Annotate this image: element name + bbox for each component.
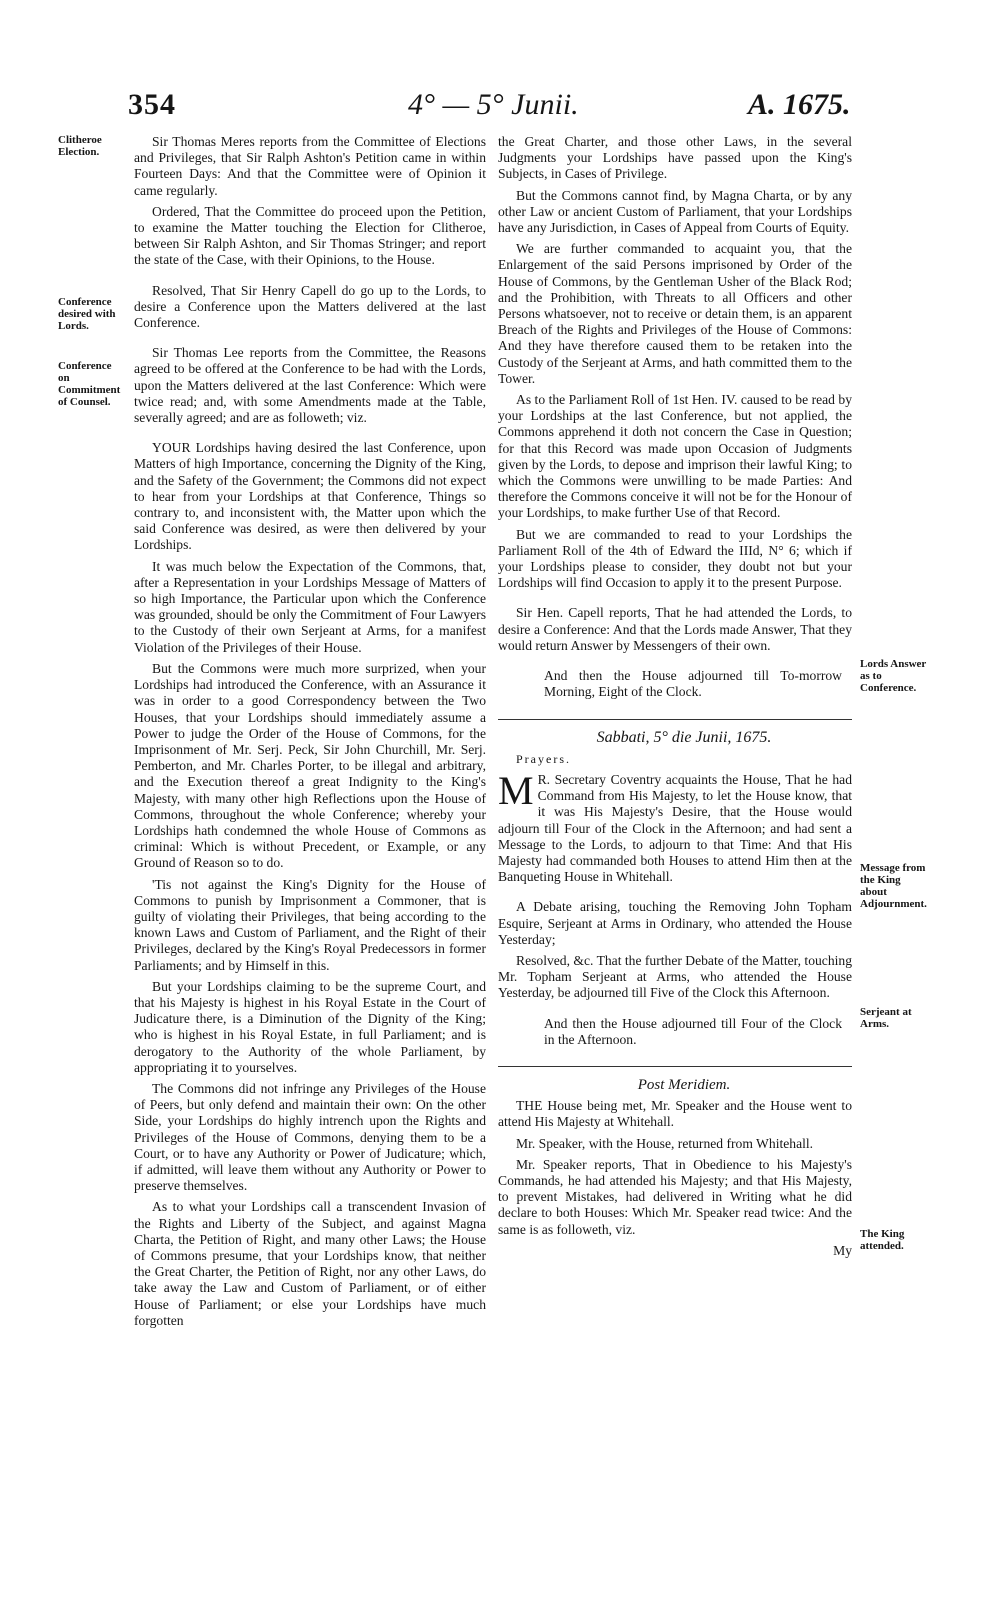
paragraph: Ordered, That the Committee do proceed upon the Petition, to examine the Matter touching the Election for Clitheroe, between Sir Ralph Ashton, and Sir Thomas Stringer; and report the state of the Case, with their Opinions, to the House. — [134, 203, 486, 268]
paragraph: As to the Parliament Roll of 1st Hen. IV. caused to be read by your Lordships at the last Conference, but not applied, the Commons apprehend it doth not concern the Case in Question; for that this Record was made upon Occasion of Judgments given by the Lords, to depose and imprison their lawful King; to which the Commons were unwilling to be made Parties: And therefore the Commons conceive it will not be for the Honour of your Lordships, to make further Use of that Record. — [498, 392, 852, 521]
paragraph: The Commons did not infringe any Privileges of the House of Peers, but only defend and maintain their own: On the other Side, your Lordships do highly intrench upon the Rights and Privileges of the House of Commons, denying them to be a Court, or to have any Authority or Power of Judicature; which, if admitted, will leave them without any Authority or Power to preserve themselves. — [134, 1080, 486, 1194]
section-rule — [498, 719, 852, 720]
paragraph: But your Lordships claiming to be the supreme Court, and that his Majesty is highest in his Royal Estate in the Court of Judicature there, is a Diminution of the Dignity of the King; who is highest in his Royal Estate, in full Parliament; and is derogatory to the Authority of the whole Parliament, by appropriating it to yourselves. — [134, 978, 486, 1075]
paragraph: Sir Thomas Lee reports from the Committee, the Reasons agreed to be offered at the Conference to be had with the Lords, upon the Matters delivered at the last Conference: Which were twice read; and, with some Amendments made at the Table, severally agreed; and are as followeth; viz. — [134, 345, 486, 426]
prayers-heading: Prayers. — [516, 751, 571, 766]
right-column — [498, 134, 852, 1264]
paragraph-text: R. Secretary Coventry acquaints the House, That he had Command from His Majesty, to let the House know, that it was His Majesty's Desire, that the House would adjourn till Four of the Clock in the Afternoon; and had sent a Message to the Lords, to adjourn to that Time: And that His Majesty had commanded both Houses to attend Him then at the Banqueting House in Whitehall. — [498, 771, 852, 885]
margin-note-message-king: Message from the King about Adjournment. — [860, 862, 927, 910]
paragraph: But the Commons cannot find, by Magna Charta, or by any other Law or ancient Custom of Parliament, that your Lordships have any Jurisdiction, in Cases of Appeal from Courts of Equity. — [498, 187, 852, 236]
margin-note-serjeant: Serjeant at Arms. — [860, 1006, 912, 1030]
paragraph: Mr. Speaker, with the House, returned from Whitehall. — [516, 1135, 814, 1151]
left-column — [134, 134, 486, 1334]
paragraph: Sir Thomas Meres reports from the Committee of Elections and Privileges, that Sir Ralph Ashton's Petition came in within Fourteen Days: And that the Committee were of Opinion it came regularly. — [134, 134, 486, 198]
paragraph: the Great Charter, and those other Laws, in the several Judgments your Lordships have passed upon the King's Subjects, in Cases of Privilege. — [498, 134, 852, 182]
margin-note-king-attended: The King attended. — [860, 1228, 905, 1252]
paragraph: Resolved, &c. That the further Debate of the Matter, touching Mr. Topham Serjeant at Arms, who attended the House Yesterday, be adjourned till Five of the Clock this Afternoon. — [498, 952, 852, 1001]
paragraph: We are further commanded to acquaint you, that the Enlargement of the said Persons imprisoned by Order of the House of Commons, by the Gentleman Usher of the Black Rod; and the Prohibition, with Threats to all Officers and other Persons whatsoever, not to receive or detain them, is an apparent Breach of the Rights and Privileges of the House of Commons: And they have therefore caused them to be retaken into the Custody of the Serjeant at Arms, and hath committed them to the Tower. — [498, 241, 852, 386]
paragraph: But the Commons were much more surprized, when your Lordships had introduced the Conference, with an Assurance it was in order to a good Correspondency between the Two Houses, that your Lordships should immediately assume a Power to judge the Order of the House of Commons, for the Imprisonment of Mr. Serj. Peck, Sir John Churchill, Mr. Serj. Pemberton, and Mr. Charles Porter, to be illegal and arbitrary, and the Execution thereof a great Indignity to the King's Majesty, with many other high Reflections upon the House of Commons, throughout the whole Conference; whereby your Lordships hath condemned the whole House of Commons as criminal: Which is without Precedent, or Example, or any Ground of Reason so to do. — [134, 660, 486, 871]
drop-cap: M — [498, 767, 534, 813]
adjournment-note: And then the House adjourned till To-morrow Morning, Eight of the Clock. — [544, 668, 842, 700]
margin-note-conference-desired: Conference desired with Lords. — [58, 296, 116, 332]
paragraph: 'Tis not against the King's Dignity for the House of Commons to punish by Imprisonment a Commoner, that is guilty of violating their Privileges, that being according to the known Laws and Custom of Parliament, and the Right of their Privileges, declared by the King's Royal Predecessors in former Parliaments; and by Himself in this. — [134, 876, 486, 973]
post-meridiem-heading: Post Meridiem. — [637, 1076, 731, 1093]
running-header — [0, 88, 992, 138]
section-rule — [498, 1066, 852, 1067]
paragraph — [498, 767, 852, 885]
margin-note-clitheroe: Clitheroe Election. — [58, 134, 102, 158]
paragraph: Mr. Speaker reports, That in Obedience to his Majesty's Commands, he had attended his Majesty; and that His Majesty, to prevent Mistakes, had delivered in Writing what he did declare to both Houses: Which Mr. Speaker read twice: And the same is as followeth, viz. — [498, 1156, 852, 1237]
paragraph: YOUR Lordships having desired the last Conference, upon Matters of high Importance, concerning the Dignity of the King, and the Safety of the Government; the Commons did not expect to hear from your Lordships at that Conference, Things so contrary to, and inconsistent with, the Matter upon which the said Conference was desired, as were then delivered by your Lordships. — [134, 440, 486, 553]
header-date: 4° — 5° Junii. — [408, 88, 579, 121]
paragraph: As to what your Lordships call a transcendent Invasion of the Rights and Liberty of the Subject, and against Magna Charta, the Petition of Right, and many other Laws; the House of Commons presume, that your Lordships know, that neither the Great Charter, the Petition of Right, nor any other Laws, do take away the Law and Custom of Parliament, or of either House of Parliament; or else your Lordships have much forgotten — [134, 1199, 486, 1328]
paragraph: It was much below the Expectation of the Commons, that, after a Representation in your Lordships Message of Matters of so high Importance, the Particular upon which the Conference was grounded, should be only the Commitment of Four Lawyers to the Custody of their own Serjeant at Arms, for a manifest Violation of the Privileges of their House. — [134, 558, 486, 655]
paragraph: Sir Hen. Capell reports, That he had attended the Lords, to desire a Conference: And that the Lords made Answer, That they would return Answer by Messengers of their own. — [498, 605, 852, 653]
margin-note-lords-answer: Lords Answer as to Conference. — [860, 658, 927, 694]
catchword: My — [833, 1242, 852, 1258]
header-year: A. 1675. — [748, 88, 851, 121]
margin-note-conference-commitment: Conference on Commitment of Counsel. — [58, 360, 121, 408]
adjournment-note: And then the House adjourned till Four of the Clock in the Afternoon. — [544, 1015, 842, 1047]
day-heading: Sabbati, 5° die Junii, 1675. — [596, 728, 772, 746]
paragraph: Resolved, That Sir Henry Capell do go up to the Lords, to desire a Conference upon the Matters delivered at the last Conference. — [134, 282, 486, 331]
paragraph: THE House being met, Mr. Speaker and the House went to attend His Majesty at Whitehall. — [498, 1098, 852, 1130]
paragraph: But we are commanded to read to your Lordships the Parliament Roll of the 4th of Edward the IIId, N° 6; which if your Lordships please to consider, they doubt not but your Lordships will find Occasion to apply it to the present Purpose. — [498, 526, 852, 591]
paragraph: A Debate arising, touching the Removing John Topham Esquire, Serjeant at Arms in Ordinary, who attended the House Yesterday; — [498, 899, 852, 947]
page-number: 354 — [128, 88, 176, 121]
